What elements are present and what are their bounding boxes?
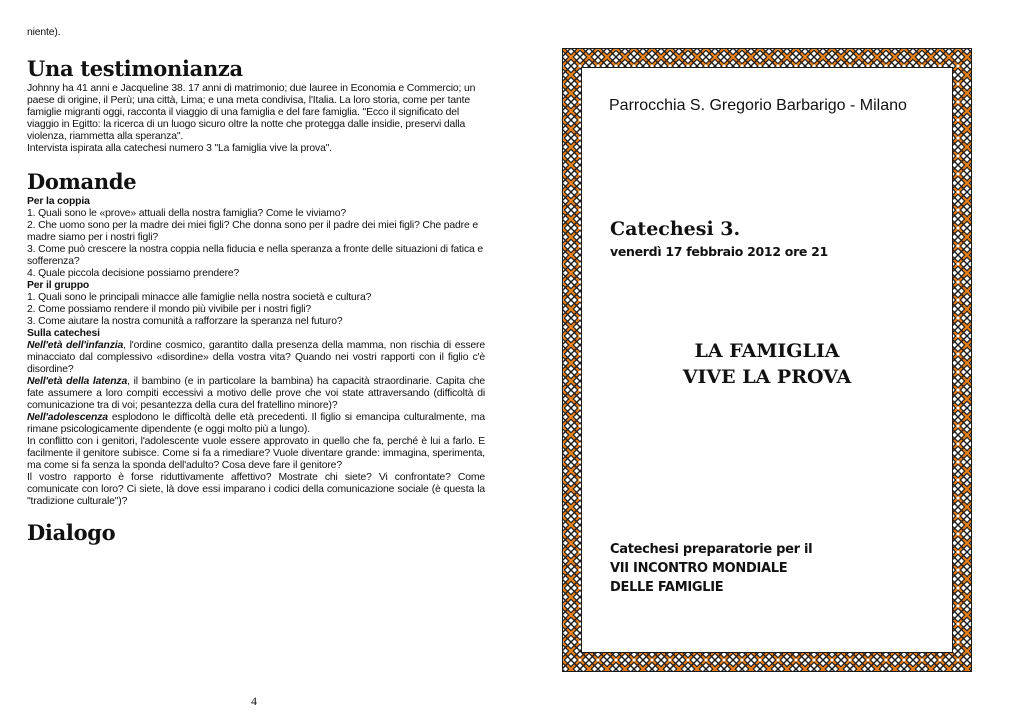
paragraph-body: esplodono le difficoltà delle età precedenti. Il figlio si emancipa culturalmente, ma rimane psicologicamente dipendente (e oggi molto più a lungo).: [27, 412, 485, 435]
question-item: 2. Che uomo sono per la madre dei miei figli? Che donna sono per il padre dei miei figli? Che padre e madre siamo per i nostri figli?: [27, 220, 478, 243]
paragraph-infancy: [27, 340, 485, 376]
left-page: [27, 27, 485, 545]
paragraph-latency: [27, 376, 485, 412]
prep-line: VII INCONTRO MONDIALE: [610, 561, 788, 576]
section-title-testimony: Una testimonianza: [27, 56, 243, 81]
question-item: 1. Quali sono le principali minacce alle famiglie nella nostra società e cultura?: [27, 292, 372, 303]
main-title: [640, 338, 894, 390]
question-item: 1. Quali sono le «prove» attuali della nostra famiglia? Come le viviamo?: [27, 208, 346, 219]
group-title-group: Per il gruppo: [27, 280, 90, 291]
testimony-text: Johnny ha 41 anni e Jacqueline 38. 17 anni di matrimonio; due lauree in Economia e Commercio; un paese di origine, il Perù; una città, Lima; e una meta condivisa, l'Italia. La loro storia, come per tante famiglie migranti oggi, racconta il viaggio di una famiglia e del fare famiglia. "Ecco il significato del viaggio in Egitto: la ricerca di un luogo sicuro oltre la notte che protegga dalle insidie, preservi dalla violenza, riammetta alla speranza".: [27, 83, 476, 142]
question-item: 4. Quale piccola decisione possiamo prendere?: [27, 268, 240, 279]
paragraph-lead: Nell'età della latenza: [27, 376, 128, 387]
page-number: 4: [251, 694, 257, 708]
question-item: 3. Come può crescere la nostra coppia nella fiducia e nella speranza a fronte delle situazioni di fatica e sofferenza?: [27, 244, 483, 267]
paragraph-adolescence: [27, 412, 485, 436]
paragraph-lead: Nell'età dell'infanzia: [27, 340, 124, 351]
paragraph-body: , l'ordine cosmico, garantito dalla presenza della mamma, non rischia di essere minacciato dal complessivo «disordine» della vostra vita? Quando nei vostri rapporti con il figlio c'è disordine?: [27, 340, 485, 375]
section-title-questions: Domande: [27, 169, 137, 194]
main-title-line: LA FAMIGLIA: [694, 340, 840, 362]
catechesis-title: Catechesi 3.: [610, 218, 741, 240]
group-title-couple: Per la coppia: [27, 196, 90, 207]
question-item: 2. Come possiamo rendere il mondo più vivibile per i nostri figli?: [27, 304, 312, 315]
preparatory-note: [610, 540, 910, 597]
prep-line: DELLE FAMIGLIE: [610, 580, 724, 595]
paragraph-conflict: In conflitto con i genitori, l'adolescente vuole essere approvato in quello che fa, perché è lui a farlo. E facilmente il genitore subisce. Come si fa a rimediare? Vuole diventare grande: immagina, sperimenta, ma come si fa senza la sponda dell'adulto? Cosa deve fare il genitore?: [27, 436, 485, 471]
testimony-note: Intervista ispirata alla catechesi numero 3 "La famiglia vive la prova".: [27, 143, 332, 154]
paragraph-relationship: Il vostro rapporto è forse riduttivamente affettivo? Mostrate chi siete? Vi confrontate? Come comunicate con loro? Ci siete, là dove essi imparano i codici della comunicazione sociale (è questa la "tradizione culturale")?: [27, 472, 485, 507]
paragraph-body: , il bambino (e in particolare la bambina) ha capacità straordinarie. Capita che fate assumere a loro compiti eccessivi a motivo delle prove che voi state attraversando (difficoltà di comunicazione tra di voi; pesantezza della cura del fratellino minore)?: [27, 376, 485, 411]
question-item: 3. Come aiutare la nostra comunità a rafforzare la speranza nel futuro?: [27, 316, 343, 327]
top-fragment: niente).: [27, 27, 61, 38]
group-title-catechesis: Sulla catechesi: [27, 328, 100, 339]
catechesis-date: venerdì 17 febbraio 2012 ore 21: [610, 244, 828, 259]
main-title-line: VIVE LA PROVA: [682, 366, 852, 388]
paragraph-lead: Nell'adolescenza: [27, 412, 108, 423]
parish-name: Parrocchia S. Gregorio Barbarigo - Milano: [609, 97, 907, 114]
section-title-dialogue: Dialogo: [27, 520, 116, 545]
prep-line: Catechesi preparatorie per il: [610, 542, 813, 557]
